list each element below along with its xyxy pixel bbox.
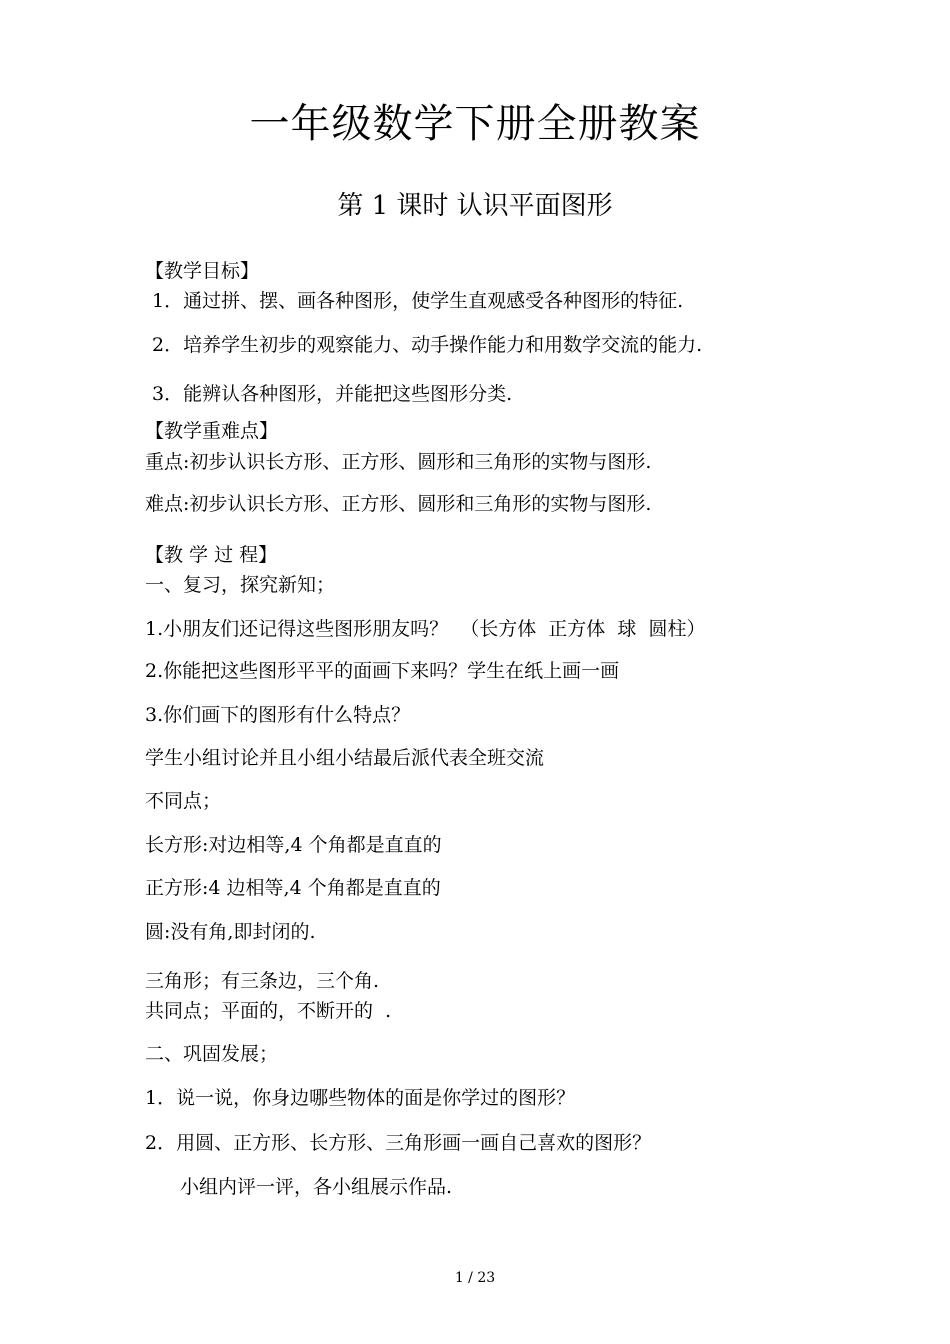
part1-item: 3.你们画下的图形有什么特点？ bbox=[145, 704, 411, 726]
part1-item: 正方形:4 边相等,4 个角都是直直的 bbox=[145, 877, 441, 899]
key-points-heading: 【教学重难点】 bbox=[145, 420, 279, 442]
part2-item: 小组内评一评，各小组展示作品. bbox=[180, 1176, 453, 1198]
part2-heading: 二、巩固发展； bbox=[145, 1043, 279, 1065]
part1-item: 不同点； bbox=[145, 790, 222, 812]
part1-item: 圆:没有角,即封闭的. bbox=[145, 921, 316, 943]
key-point: 重点:初步认识长方形、正方形、圆形和三角形的实物与图形. bbox=[145, 451, 652, 473]
part1-item: 三角形；有三条边，三个角. bbox=[145, 970, 380, 992]
process-heading: 【教 学 过 程】 bbox=[145, 544, 278, 566]
part1-item: 长方形:对边相等,4 个角都是直直的 bbox=[145, 834, 442, 856]
part1-item: 1.小朋友们还记得这些图形朋友吗？ （长方体 正方体 球 圆柱） bbox=[145, 618, 706, 640]
part2-item: 1．说一说，你身边哪些物体的面是你学过的图形？ bbox=[145, 1087, 576, 1109]
part1-heading: 一、复习，探究新知； bbox=[145, 574, 336, 596]
difficult-point: 难点:初步认识长方形、正方形、圆形和三角形的实物与图形. bbox=[145, 493, 652, 515]
objective-item: 3．能辨认各种图形，并能把这些图形分类. bbox=[152, 383, 513, 405]
lesson-title: 第 1 课时 认识平面图形 bbox=[337, 191, 613, 221]
objective-item: 1．通过拼、摆、画各种图形，使学生直观感受各种图形的特征. bbox=[152, 290, 684, 312]
objective-item: 2．培养学生初步的观察能力、动手操作能力和用数学交流的能力. bbox=[152, 334, 703, 356]
part1-item: 学生小组讨论并且小组小结最后派代表全班交流 bbox=[145, 747, 545, 769]
page-number: 1 / 23 bbox=[454, 1270, 496, 1286]
part1-item: 2.你能把这些图形平平的面画下来吗？学生在纸上画一画 bbox=[145, 660, 620, 682]
part2-item: 2．用圆、正方形、长方形、三角形画一画自己喜欢的图形？ bbox=[145, 1132, 652, 1154]
part1-item: 共同点；平面的，不断开的 . bbox=[145, 1000, 392, 1022]
objectives-heading: 【教学目标】 bbox=[145, 260, 260, 282]
document-title: 一年级数学下册全册教案 bbox=[249, 101, 701, 147]
